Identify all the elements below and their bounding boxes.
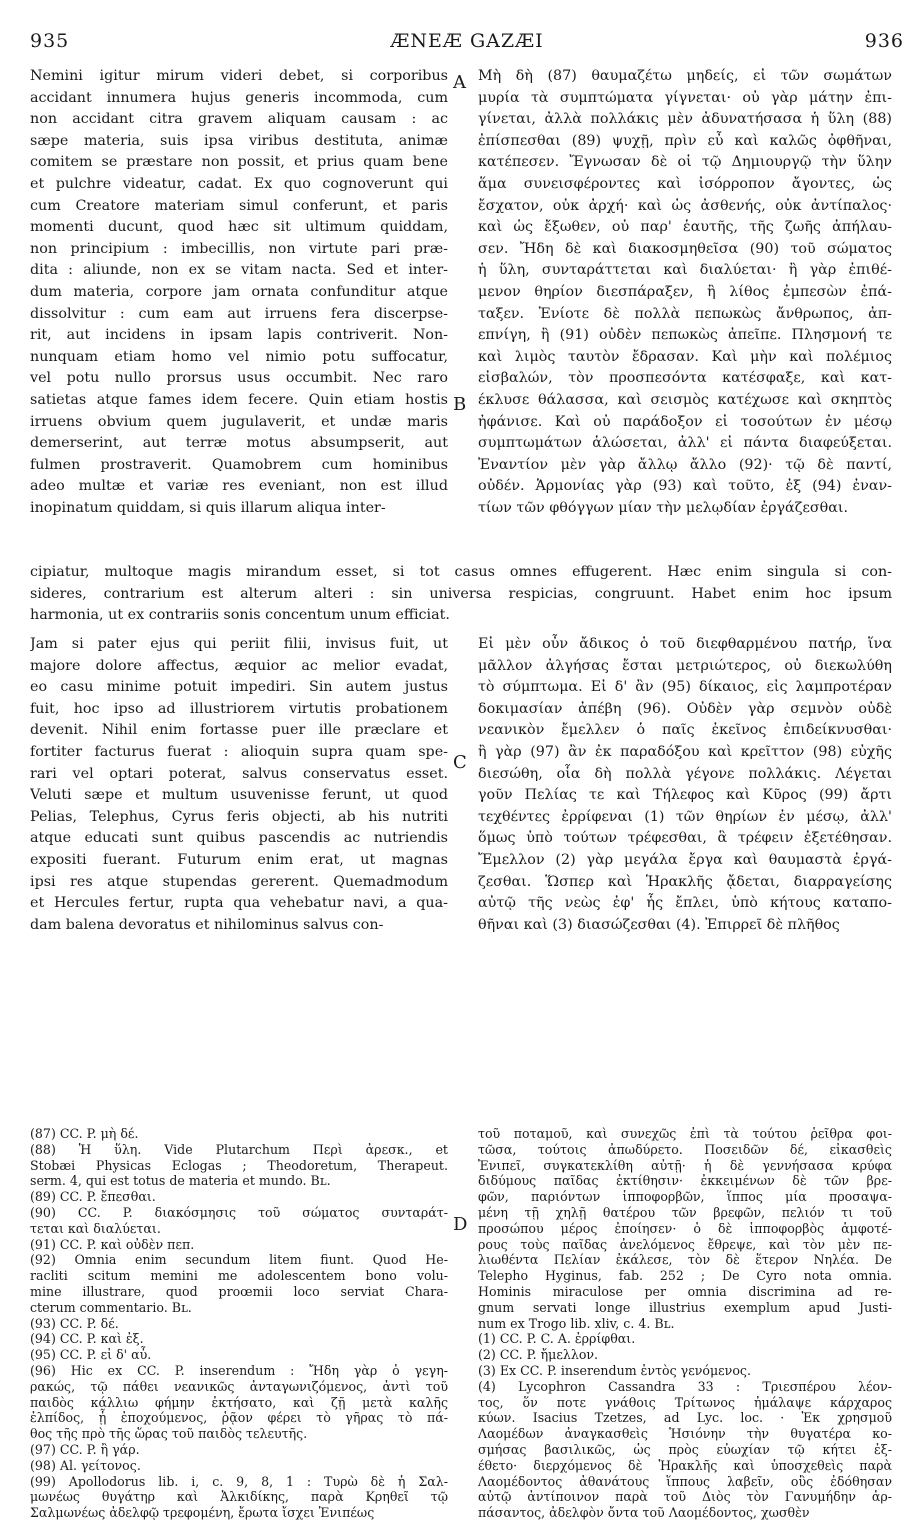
footnote-line: Λαομέδοντος ἀθανάτους ἵππους λαβεῖν, οὓς ἐδόθησαν	[478, 1473, 892, 1489]
greek-text-line: τίων τῶν φθόγγων μίαν τὴν μελῳδίαν ἐργάζεσθαι.	[478, 499, 849, 516]
left-page-number: 935	[30, 30, 70, 52]
latin-text-line: non principium : imbecillis, non virtute pari præ-	[30, 240, 448, 257]
latin-text-line: devenit. Nihil enim fortasse puer ille præclare et	[30, 722, 448, 739]
running-title: ÆNEÆ GAZÆI	[390, 30, 544, 52]
footnote-line: φῶν, παριόντων ἱπποφορβῶν, ἵππος μία προσαψα-	[478, 1189, 892, 1205]
greek-text-line: ἢ γὰρ (97) ἂν ἐκ παραδόξου καὶ κρεῖττον (98) εὐχῆς	[478, 743, 892, 760]
greek-text-line: μυρία τὰ συμπτώματα γίγνεται· οὐ γὰρ μάτην ἐπι-	[478, 89, 892, 106]
latin-text-line: accidant innumera hujus generis incommoda, cum	[30, 89, 448, 106]
footnote-line: διδύμους παῖδας ἐκτίθησιν· ἐκκειμένων δὲ τῶν βρε-	[478, 1173, 892, 1189]
latin-text-line: et pulchre videatur, cadat. Ex quo cognoverunt qui	[30, 175, 448, 192]
footnote-line: μωνέως θυγάτηρ καὶ Ἀλκιδίκης, παρὰ Κρηθεῖ τῷ	[30, 1489, 448, 1505]
greek-text-line: ἅμα συνεισφέροντες καὶ ἰσόρροπον ἄγοντες, ὡς	[478, 175, 892, 192]
latin-text-line: Veluti sæpe et multum usuvenisse ferunt, ut quod	[30, 787, 448, 804]
greek-text-line: εἰσβαλών, τὸν προσπεσόντα κατέσφαξε, καὶ κατ-	[478, 370, 892, 387]
latin-text-line: demerserint, aut terræ motus absumpserit, aut	[30, 435, 448, 452]
footnote-line: (99) Apollodorus lib. i, c. 9, 8, 1 : Τυρὼ δὲ ἡ Σαλ-	[30, 1473, 448, 1489]
latin-text-line: fulmen prostraverit. Quamobrem cum hominibus	[30, 456, 448, 473]
footnote-line: ἐλπίδος, ᾗ ἐποχούμενος, ῥᾷον φέρει τὸ γῆρας τὸ πά-	[30, 1410, 448, 1426]
footnote-line: προσώπου μέρος ἐποίησεν· ὁ δὲ ἱπποφορβὸς ἀμφοτέ-	[478, 1220, 892, 1236]
margin-letter-b: B	[453, 394, 467, 415]
footnote-line: (93) CC. P. δέ.	[30, 1315, 119, 1331]
greek-text-line: έκλυσε θάλασσα, καὶ σεισμὸς κατέχωσε καὶ σκηπτὸς	[478, 391, 892, 408]
footnote-line: (96) Hic ex CC. P. inserendum : Ἤδη γὰρ ὁ γεγη-	[30, 1362, 448, 1378]
greek-text-line: διεσώθη, οἷα δὴ πολλὰ γέγονε πολλάκις. Λέγεται	[478, 765, 892, 782]
latin-text-line: sæpe materia, suis ipsa viribus destituta, animæ	[30, 132, 448, 149]
footnote-line: Hominis miraculose per omnia discrimina ad re-	[478, 1283, 892, 1299]
footnote-line: (88) Ἡ ὕλη. Vide Plutarchum Περὶ ἀρεσκ., et	[30, 1141, 448, 1157]
latin-text-line: rit, aut incidens in ipsam lapis contriverit. Non-	[30, 327, 448, 344]
greek-text-line: κατέπεσεν. Ἔγνωσαν δὲ οἱ τῷ Δημιουργῷ τὴν ὕλην	[478, 154, 892, 171]
greek-text-line: μᾶλλον ἀλγήσας ἔσται μετριώτερος, οὐ διεκωλύθη	[478, 657, 892, 674]
footnote-line: (87) CC. P. μὴ δέ.	[30, 1126, 139, 1141]
greek-text-line: ἡ ὕλη, συνταράττεται καὶ διαλύεται· ἢ γὰρ ἐπιθέ-	[478, 262, 892, 279]
latin-text-line: comitem se præstare non possit, et prius quam bene	[30, 154, 448, 171]
greek-text-line: νεανικὸν ἔμελλεν ὁ παῖς ἐκεῖνος ἐπιδείκνυσθαι·	[478, 722, 892, 739]
footnote-line: Telepho Hyginus, fab. 252 ; De Cyro nota omnia.	[478, 1268, 892, 1284]
footnote-line: ρους τοὺς παῖδας ἀνελόμενος ἔθρεψε, καὶ τὸν μὲν πε-	[478, 1236, 892, 1252]
latin-text-line: Jam si pater ejus qui periit filii, invisus fuit, ut	[30, 636, 448, 652]
margin-letter-c: C	[453, 752, 467, 773]
greek-text-line: οὐδέν. Ἁρμονίας γὰρ (93) καὶ τοῦτο, ἐξ (94) ἐναν-	[478, 478, 892, 495]
greek-text-line: τὸ σύμπτωμα. Εἰ δ' ἂν (95) δίκαιος, εἰς λαμπροτέραν	[478, 679, 892, 696]
footnote-line: κύων. Isacius Tzetzes, ad Lyc. loc. · Ἐκ χρησμοῦ	[478, 1410, 892, 1426]
latin-text-line: cipiatur, multoque magis mirandum esset, si tot casus omnes effugerent. Hæc enim singula si con-	[30, 564, 892, 580]
greek-text-line: ἠφάνισε. Καὶ οὐ παράδοξον εἰ τοσούτων ἐν μέσῳ	[478, 413, 892, 430]
footnote-line: racliti scitum memini me adolescentem bono volu-	[30, 1268, 448, 1284]
footnote-line: (89) CC. P. ἔπεσθαι.	[30, 1189, 156, 1205]
latin-text-line: momenti ducunt, quod hæc sit ultimum quiddam,	[30, 219, 448, 236]
latin-text-line: dum materia, corpore jam ornata confunditur atque	[30, 283, 448, 300]
footnote-line: τοῦ ποταμοῦ, καὶ συνεχῶς ἐπὶ τὰ τούτου ῥεῖθρα φοι-	[478, 1126, 892, 1141]
greek-text-line: γοῦν Πελίας τε καὶ Τήλεφος καὶ Κῦρος (99) ἄρτι	[478, 787, 892, 804]
footnote-line: (98) Al. γείτονος.	[30, 1457, 141, 1473]
latin-text-line: eo casu minime potuit impediri. Sin autem justus	[30, 679, 448, 696]
greek-text-line: τεχθέντες ἐρρίφεναι (1) τῶν θηρίων ἐν μέσῳ, ἀλλ'	[478, 808, 892, 825]
footnote-line: παιδὸς κάλλιω φήμην ἐκτήσατο, καὶ ζῇ μετὰ καλῆς	[30, 1394, 448, 1410]
footnote-line: Stobæi Physicas Eclogas ; Theodoretum, Therapeut.	[30, 1157, 448, 1173]
right-page-number: 936	[864, 30, 904, 52]
footnote-line: (2) CC. P. ἤμελλον.	[478, 1347, 599, 1363]
latin-text-line: dita : aliunde, non ex se vitam nacta. Sed et inter-	[30, 262, 448, 279]
footnote-line: serm. 4, qui est totus de materia et mundo. Bʟ.	[30, 1173, 331, 1189]
greek-column-middle	[478, 634, 892, 936]
latin-text-line: nunquam etiam homo vel nimio potu suffocatur,	[30, 348, 448, 365]
footnote-line: τῶσα, τούτοις ἀπωδύρετο. Ποσειδῶν δέ, εἰκασθεὶς	[478, 1141, 892, 1157]
greek-text-line: ἔσχατον, οὐκ ἀρχή· καὶ ὡς ἀσθενής, οὐκ ἀντίπαλος·	[478, 197, 892, 214]
latin-text-line: dissolvitur : cum eam aut irruens fera discerpse-	[30, 305, 448, 322]
latin-full-width-passage	[30, 562, 892, 627]
footnote-line: πάσαντος, ἀδελφὸν ὄντα τοῦ Λαομέδοντος, χωσθὲν	[478, 1505, 810, 1521]
footnotes-left	[30, 1126, 448, 1521]
latin-text-line: cum Creatore materiam simul conferunt, et paris	[30, 197, 448, 214]
footnote-line: (1) CC. P. C. A. ἐρρίφθαι.	[478, 1331, 636, 1347]
latin-text-line: sideres, contrarium est alterum alteri : sin universa respicias, congruunt. Habet enim hoc ipsum	[30, 585, 892, 602]
footnote-line: ρακώς, τῷ πάθει νεανικῶς ἀνταγωνιζόμενος, ἀντὶ τοῦ	[30, 1378, 448, 1394]
footnote-line: αὐτῷ ἀντίποινον παρὰ τοῦ Διὸς τὸν Γανυμήδην ἁρ-	[478, 1489, 892, 1505]
greek-text-line: Εἰ μὲν οὖν ἄδικος ὁ τοῦ διεφθαρμένου πατήρ, ἵνα	[478, 636, 892, 652]
greek-text-line: γίνεται, ἀλλὰ πολλάκις μὲν ἀδυνατήσασα ἡ ὕλη (88)	[478, 111, 892, 128]
greek-text-line: αὐτῷ τῆς νεὼς ἐφ' ἧς ἔπλει, ὑπὸ κήτους καταπο-	[478, 895, 892, 912]
latin-text-line: irruens obvium quem jugulaverit, et undæ maris	[30, 413, 448, 430]
footnote-line: gnum servati longe illustrius exemplum apud Justi-	[478, 1299, 892, 1315]
footnote-line: (4) Lycophron Cassandra 33 : Τριεσπέρου λέον-	[478, 1378, 892, 1394]
footnote-line: έθετο· διερχόμενος δὲ Ἡρακλῆς καὶ ὑποσχεθεὶς παρὰ	[478, 1457, 892, 1473]
greek-text-line: επνίγη, ἢ (91) οὐδὲν πεπωκὼς ἀπεῖπε. Πλησμονή τε	[478, 327, 892, 344]
footnote-line: mine illustrare, quod proœmii loco serviat Chara-	[30, 1283, 448, 1299]
greek-text-line: ταξεν. Ἐνίοτε δὲ πολλὰ πεπωκὼς ἄνθρωπος, ἀπ-	[478, 305, 892, 322]
margin-letter-a: A	[453, 72, 466, 93]
latin-text-line: adeo multæ et variæ res eveniant, non est illud	[30, 478, 448, 495]
greek-text-line: συμπτωμάτων ἁλώσεται, ἀλλ' εἰ πάντα διαφεύξεται.	[478, 435, 892, 452]
latin-text-line: dam balena devoratus et nihilominus salvus con-	[30, 916, 384, 933]
latin-text-line: fuit, hoc ipso ad illustriorem virtutis probationem	[30, 700, 448, 717]
latin-text-line: atque educati sunt quibus pascendis ac nutriendis	[30, 830, 448, 847]
footnote-line: θος τῆς πρὸ τῆς ὥρας τοῦ παιδὸς τελευτῆς.	[30, 1426, 308, 1442]
footnote-line: cterum commentario. Bʟ.	[30, 1299, 192, 1315]
latin-text-line: vel potu nullo prorsus usus occumbit. Nec raro	[30, 370, 448, 387]
footnote-line: Ἐνιπεῖ, συγκατεκλίθη αὐτῇ· ἡ δὲ γεννήσασα κρύφα	[478, 1157, 892, 1173]
latin-text-line: rari vel optari poterat, salvus conservatus esset.	[30, 765, 448, 782]
greek-text-line: Ἐναντίον μὲν γὰρ ἄλλῳ ἄλλο (92)· τῷ δὲ παντί,	[478, 456, 892, 473]
latin-text-line: Nemini igitur mirum videri debet, si corporibus	[30, 68, 448, 84]
margin-letter-d: D	[453, 1214, 468, 1235]
footnote-line: μένη τῇ χηλῇ θατέρου τῶν βρεφῶν, πελιόν τι τοῦ	[478, 1204, 892, 1220]
latin-text-line: fortiter facturus fuerat : alioquin supra quam spe-	[30, 743, 448, 760]
footnote-line: σμήσας βασιλικῶς, ὡς πρὸς εὐωχίαν τῷ κήτει ἐξ-	[478, 1441, 892, 1457]
footnote-line: τος, ὅν ποτε γνάθοις Τρίτωνος ἠμάλαψε κάρχαρος	[478, 1394, 892, 1410]
latin-text-line: expositi fuerant. Futurum enim erat, ut magnas	[30, 851, 448, 868]
latin-text-line: et Hercules fertur, rupta qua vehebatur navi, a qua-	[30, 895, 448, 912]
latin-text-line: satietas atque fames idem fecere. Quin etiam hostis	[30, 391, 448, 408]
footnote-line: (91) CC. P. καὶ οὐδὲν πεπ.	[30, 1236, 195, 1252]
greek-text-line: δοκιμασίαν ἀπέβη (96). Οὐδὲν γὰρ σεμνὸν οὐδὲ	[478, 700, 892, 717]
footnote-line: (90) CC. P. διακόσμησις τοῦ σώματος συνταράτ-	[30, 1204, 448, 1220]
greek-text-line: μενον θηρίον διεσπάραξεν, ἢ λίθος ἐμπεσὼν ἐπά-	[478, 283, 892, 300]
latin-text-line: ipsi res atque stupendas gererent. Quemadmodum	[30, 873, 448, 890]
latin-column-top	[30, 66, 448, 519]
footnote-line: τεται καὶ διαλύεται.	[30, 1220, 161, 1236]
latin-text-line: Pelias, Telephus, Cyrus feris objecti, ab his nutriti	[30, 808, 448, 825]
greek-text-line: σεν. Ἤδη δὲ καὶ διακοσμηθεῖσα (90) τοῦ σώματος	[478, 240, 892, 257]
greek-text-line: ζεσθαι. Ὥσπερ καὶ Ἡρακλῆς ᾄδεται, διαρραγείσης	[478, 873, 892, 890]
greek-text-line: ὅμως ὑπὸ τούτων τρέφεσθαι, ἃ τρέφειν ἐξετέθησαν.	[478, 830, 892, 847]
running-header	[30, 30, 904, 56]
footnote-line: (97) CC. P. ἢ γάρ.	[30, 1441, 140, 1457]
footnote-line: (95) CC. P. εἰ δ' αὖ.	[30, 1347, 152, 1363]
latin-column-middle	[30, 634, 448, 936]
footnote-line: (92) Omnia enim secundum litem fiunt. Quod He-	[30, 1252, 448, 1268]
latin-text-line: harmonia, ut ex contrariis sonis concentum unum efficiat.	[30, 607, 450, 624]
greek-text-line: καὶ ὡς ἔξωθεν, οὐ παρ' ἑαυτῆς, τῆς ζωῆς ἀπήλαυ-	[478, 219, 892, 236]
footnotes-right	[478, 1126, 892, 1521]
greek-text-line: Μὴ δὴ (87) θαυμαζέτω μηδείς, εἰ τῶν σωμάτων	[478, 68, 892, 84]
footnote-line: (94) CC. P. καὶ ἐξ.	[30, 1331, 144, 1347]
greek-text-line: θῆναι καὶ (3) διασώζεσθαι (4). Ἐπιρρεῖ δὲ πλῆθος	[478, 916, 840, 933]
greek-column-top	[478, 66, 892, 519]
greek-text-line: ἐπίσπεσθαι (89) ψυχῇ, πρὶν εὖ καὶ καλῶς ὀφθῆναι,	[478, 132, 892, 149]
footnote-line: (3) Ex CC. P. inserendum ἐντὸς γενόμενος.	[478, 1362, 751, 1378]
latin-text-line: non accidant citra gravem aliquam causam : ac	[30, 111, 448, 128]
greek-text-line: καὶ λιμὸς ταυτὸν ἔδρασαν. Καὶ μὴν καὶ πολέμιος	[478, 348, 892, 365]
greek-text-line: Ἔμελλον (2) γὰρ μεγάλα ἔργα καὶ θαυμαστὰ ἐργά-	[478, 851, 892, 868]
latin-text-line: inopinatum quiddam, si quis illarum aliqua inter-	[30, 499, 386, 516]
footnote-line: num ex Trogo lib. xliv, c. 4. Bʟ.	[478, 1315, 675, 1331]
latin-text-line: majore dolore affectus, æquior ac melior evadat,	[30, 657, 448, 674]
footnote-line: Σαλμωνέως ἀδελφῷ τρεφομένη, ἔρωτα ἴσχει Ἐνιπέως	[30, 1505, 375, 1521]
footnote-line: λιωθέντα Πελίαν ἐκάλεσε, τὸν δὲ ἕτερον Νηλέα. De	[478, 1252, 892, 1268]
footnote-line: Λαομέδων ἀναγκασθεὶς Ἡσιόνην τὴν θυγατέρα κο-	[478, 1426, 892, 1442]
